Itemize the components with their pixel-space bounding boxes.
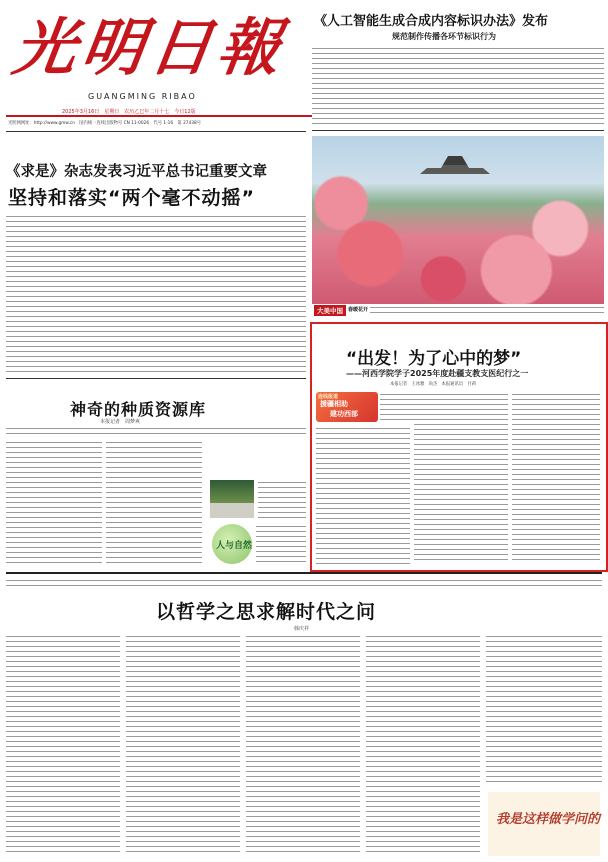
ai-rule-headline: 《人工智能生成合成内容标识办法》发布	[314, 14, 549, 29]
divider	[6, 131, 306, 132]
seed-bank-photo	[210, 480, 254, 518]
xinjiang-body	[512, 392, 600, 564]
dateline: 2025年3月16日 星期日 农历乙巳年二月十七 今日12版	[62, 109, 196, 115]
divider	[312, 130, 604, 131]
divider	[6, 378, 306, 379]
publication-info: 光明网网址：http://www.gmw.cn 国内统一连续出版物号 CN 11-0026 代号 1-16 第 27438号	[8, 121, 202, 126]
badge-line-2: 援疆相助	[320, 400, 348, 408]
philosophy-headline: 以哲学之思求解时代之问	[156, 601, 377, 623]
philosophy-body	[366, 634, 480, 856]
campaign-badge-text: 我是这样做学问的	[496, 812, 601, 827]
seed-bank-caption	[258, 480, 306, 518]
campaign-badge	[488, 792, 600, 856]
photo-caption-label: 春暖花开	[348, 307, 369, 313]
seed-bank-body	[256, 524, 306, 564]
peach-blossom-photo	[312, 136, 604, 304]
xinjiang-headline: “出发！为了心中的梦”	[346, 349, 522, 369]
divider	[6, 572, 602, 574]
philosophy-lead	[6, 578, 602, 590]
photo-caption	[370, 305, 604, 313]
badge-line-3: 建功西部	[330, 410, 358, 418]
da-mei-zhongguo-tag: 大美中国	[314, 305, 346, 316]
masthead-pinyin: GUANGMING RIBAO	[88, 92, 197, 101]
ai-rule-body	[312, 46, 604, 126]
qiushi-kicker: 《求是》杂志发表习近平总书记重要文章	[6, 164, 267, 180]
qiushi-body	[6, 214, 306, 374]
nature-ad	[212, 524, 252, 564]
seed-bank-body	[6, 440, 102, 564]
xinjiang-byline: 本报记者 王冰雅 尚杰 本报通讯员 甘莉	[390, 382, 476, 387]
temple-shape	[420, 156, 490, 186]
xinjiang-body	[414, 392, 508, 564]
seed-bank-headline: 神奇的种质资源库	[70, 400, 207, 419]
seed-bank-body	[6, 426, 306, 438]
nature-ad-word: 人与自然	[216, 541, 253, 551]
xinjiang-body	[316, 426, 410, 564]
philosophy-body	[6, 634, 120, 856]
philosophy-body	[126, 634, 240, 856]
philosophy-body	[486, 634, 602, 782]
xinjiang-subhead: ——河西学院学子2025年度赴疆支教支医纪行之一	[346, 369, 529, 378]
seed-bank-body	[106, 440, 202, 564]
xinjiang-badge	[316, 392, 378, 422]
badge-line-1: 连线报道	[318, 394, 339, 400]
qiushi-headline: 坚持和落实“两个毫不动摇”	[8, 187, 255, 209]
masthead-logo: 光明日報	[8, 11, 292, 84]
ai-rule-subhead: 规范制作传播各环节标识行为	[392, 32, 496, 41]
seed-bank-byline: 本报记者 周梦爽	[100, 419, 141, 425]
philosophy-byline: 韩庆祥	[294, 626, 310, 632]
philosophy-body	[246, 634, 360, 856]
